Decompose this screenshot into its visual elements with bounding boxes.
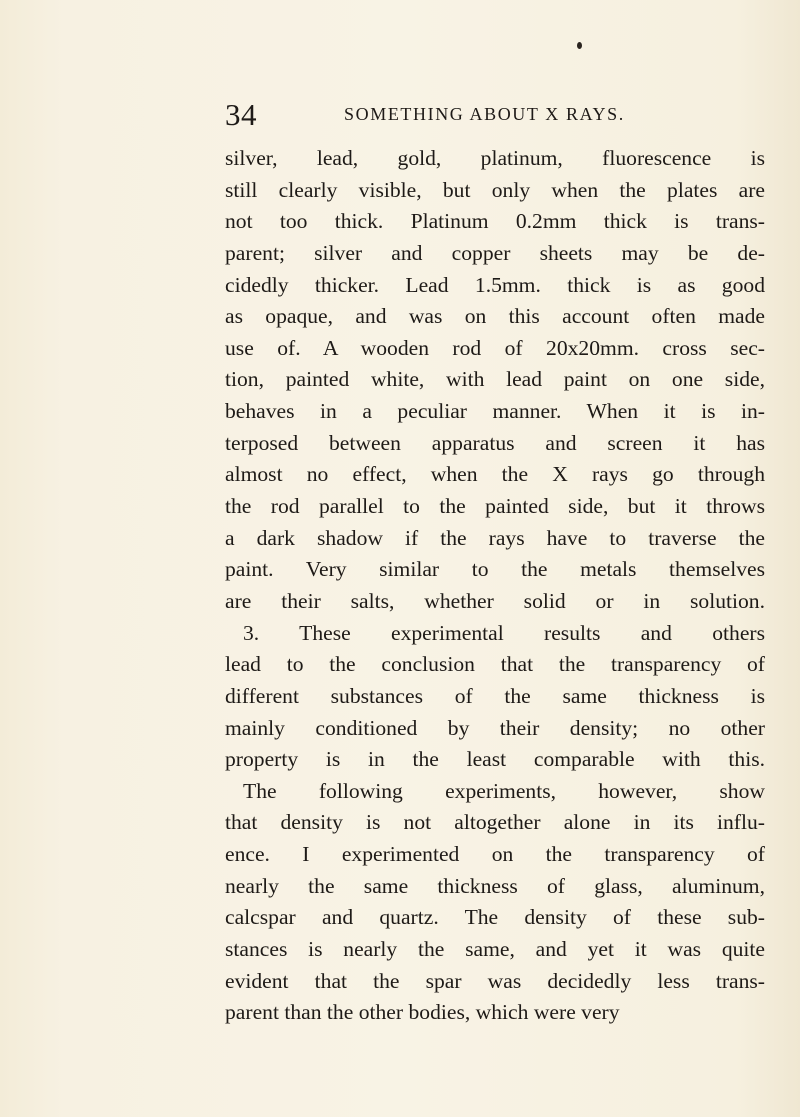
text-line: The following experiments, however, show <box>243 778 765 803</box>
page-header <box>225 95 765 135</box>
text-line: behaves in a peculiar manner. When it is in- <box>225 399 765 424</box>
page-number: 34 <box>225 97 257 132</box>
text-line: calcspar and quartz. The density of these sub- <box>225 905 765 930</box>
text-line: stances is nearly the same, and yet it was quite <box>225 937 765 962</box>
text-line: terposed between apparatus and screen it has <box>225 430 765 455</box>
text-line: cidedly thicker. Lead 1.5mm. thick is as good <box>225 272 765 297</box>
text-line: 3. These experimental results and others <box>243 620 765 645</box>
running-title: SOMETHING ABOUT X RAYS. <box>344 104 625 124</box>
text-line: tion, painted white, with lead paint on one side, <box>225 367 765 392</box>
ink-speck <box>577 42 582 49</box>
text-line: as opaque, and was on this account often made <box>225 304 765 329</box>
text-line: still clearly visible, but only when the plates are <box>225 177 765 202</box>
text-line: are their salts, whether solid or in solution. <box>225 588 765 613</box>
text-line: the rod parallel to the painted side, but it throws <box>225 494 765 519</box>
text-line: use of. A wooden rod of 20x20mm. cross sec- <box>225 335 765 360</box>
text-line: ence. I experimented on the transparency of <box>225 842 765 867</box>
text-line: property is in the least comparable with this. <box>225 747 765 772</box>
text-line: a dark shadow if the rays have to traverse the <box>225 525 765 550</box>
text-line: that density is not altogether alone in its influ- <box>225 810 765 835</box>
text-line: lead to the conclusion that the transparency of <box>225 652 765 677</box>
text-line: parent; silver and copper sheets may be de- <box>225 240 765 265</box>
text-line: almost no effect, when the X rays go through <box>225 462 765 487</box>
text-line: parent than the other bodies, which were very <box>225 1000 620 1025</box>
text-line: paint. Very similar to the metals themselves <box>225 557 765 582</box>
text-line: evident that the spar was decidedly less trans- <box>225 968 765 993</box>
text-line: mainly conditioned by their density; no other <box>225 715 765 740</box>
text-line: different substances of the same thickness is <box>225 683 765 708</box>
text-line: not too thick. Platinum 0.2mm thick is trans- <box>225 209 765 234</box>
text-line: silver, lead, gold, platinum, fluorescence is <box>225 146 765 170</box>
body-text <box>225 143 765 1029</box>
text-line: nearly the same thickness of glass, aluminum, <box>225 873 765 898</box>
